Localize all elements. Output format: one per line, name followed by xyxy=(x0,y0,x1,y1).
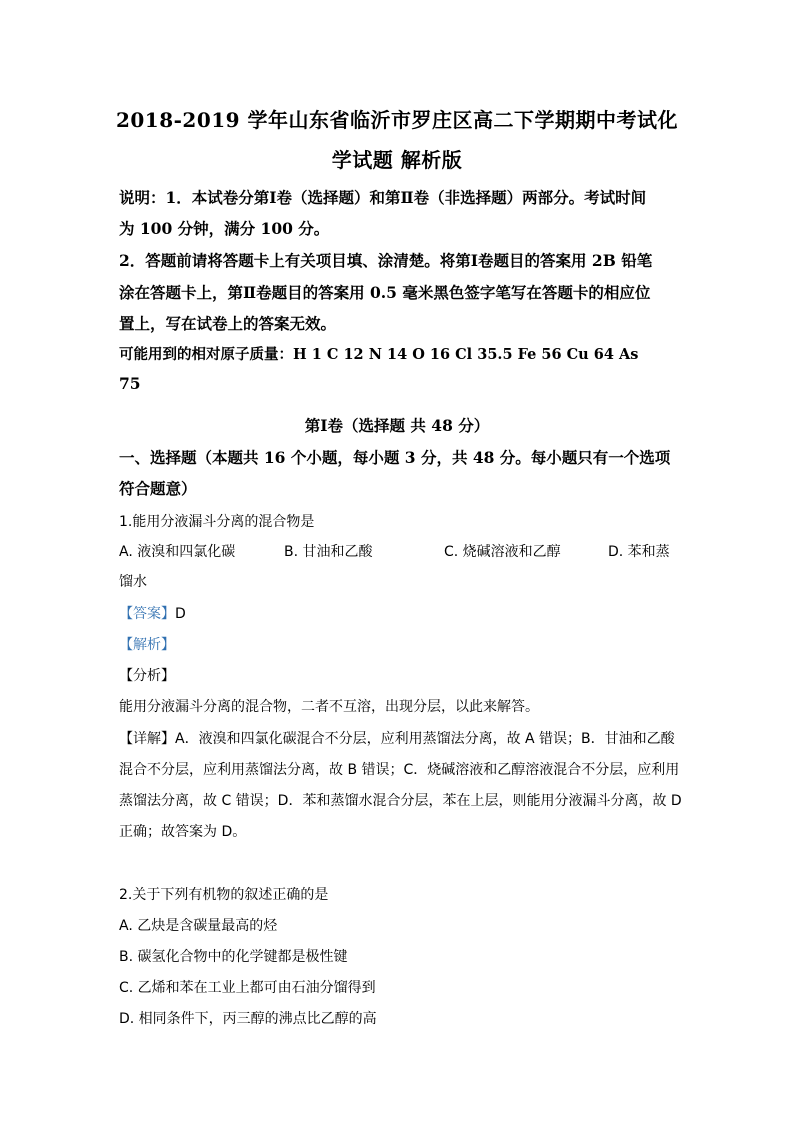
q1-option-c: C. 烧碱溶液和乙醇 xyxy=(444,544,561,560)
answer-value: D xyxy=(175,606,186,622)
q1-detail-line-2: 混合不分层，应利用蒸馏法分离，故 B 错误；C．烧碱溶液和乙醇溶液混合不分层，应利用 xyxy=(119,762,680,778)
title-line-2: 学试题 解析版 xyxy=(331,148,463,172)
atomic-mass-cont: 75 xyxy=(119,374,141,393)
q1-fenxi-text: 能用分液漏斗分离的混合物，二者不互溶，出现分层，以此来解答。 xyxy=(119,699,539,715)
section-desc-line-1: 一、选择题（本题共 16 个小题，每小题 3 分，共 48 分。每小题只有一个选项 xyxy=(119,448,671,467)
q1-detail-line-3: 蒸馏法分离，故 C 错误；D．苯和蒸馏水混合分层，苯在上层，则能用分液漏斗分离，故 D xyxy=(119,793,682,809)
q2-stem: 2.关于下列有机物的叙述正确的是 xyxy=(119,887,329,903)
q1-option-d: D. 苯和蒸 xyxy=(608,544,670,560)
q1-option-a: A. 液溴和四氯化碳 xyxy=(119,544,236,560)
q2-option-d: D. 相同条件下，丙三醇的沸点比乙醇的高 xyxy=(119,1011,377,1027)
q1-detail-line-1: 【详解】A．液溴和四氯化碳混合不分层，应利用蒸馏法分离，故 A 错误；B．甘油和乙酸 xyxy=(119,731,675,747)
q1-option-d-cont: 馏水 xyxy=(119,574,147,590)
title-line-1: 2018-2019 学年山东省临沂市罗庄区高二下学期期中考试化 xyxy=(115,108,679,132)
answer-label: 【答案】 xyxy=(119,606,175,622)
q1-detail-line-4: 正确；故答案为 D。 xyxy=(119,824,247,840)
q1-analysis-label: 【解析】 xyxy=(119,637,175,653)
instructions-line-3: 2．答题前请将答题卡上有关项目填、涂清楚。将第Ⅰ卷题目的答案用 2B 铅笔 xyxy=(119,251,653,270)
instructions-line-1: 说明：1．本试卷分第Ⅰ卷（选择题）和第Ⅱ卷（非选择题）两部分。考试时间 xyxy=(119,188,647,207)
section-desc-line-2: 符合题意） xyxy=(119,479,197,498)
q2-option-c: C. 乙烯和苯在工业上都可由石油分馏得到 xyxy=(119,980,376,996)
instructions-line-4: 涂在答题卡上，第Ⅱ卷题目的答案用 0.5 毫米黑色签字笔写在答题卡的相应位 xyxy=(119,283,651,302)
q1-fenxi-label: 【分析】 xyxy=(119,668,175,684)
section-heading: 第Ⅰ卷（选择题 共 48 分） xyxy=(304,416,490,435)
q2-option-a: A. 乙炔是含碳量最高的烃 xyxy=(119,918,278,934)
instructions-line-2: 为 100 分钟，满分 100 分。 xyxy=(119,219,330,238)
q1-stem: 1.能用分液漏斗分离的混合物是 xyxy=(119,514,315,530)
atomic-mass-line: 可能用到的相对原子质量：H 1 C 12 N 14 O 16 Cl 35.5 Fe 56 Cu 64 As xyxy=(119,346,639,363)
q1-option-b: B. 甘油和乙酸 xyxy=(284,544,373,560)
q2-option-b: B. 碳氢化合物中的化学键都是极性键 xyxy=(119,949,348,965)
q1-answer xyxy=(119,603,186,623)
instructions-line-5: 置上，写在试卷上的答案无效。 xyxy=(119,314,337,333)
